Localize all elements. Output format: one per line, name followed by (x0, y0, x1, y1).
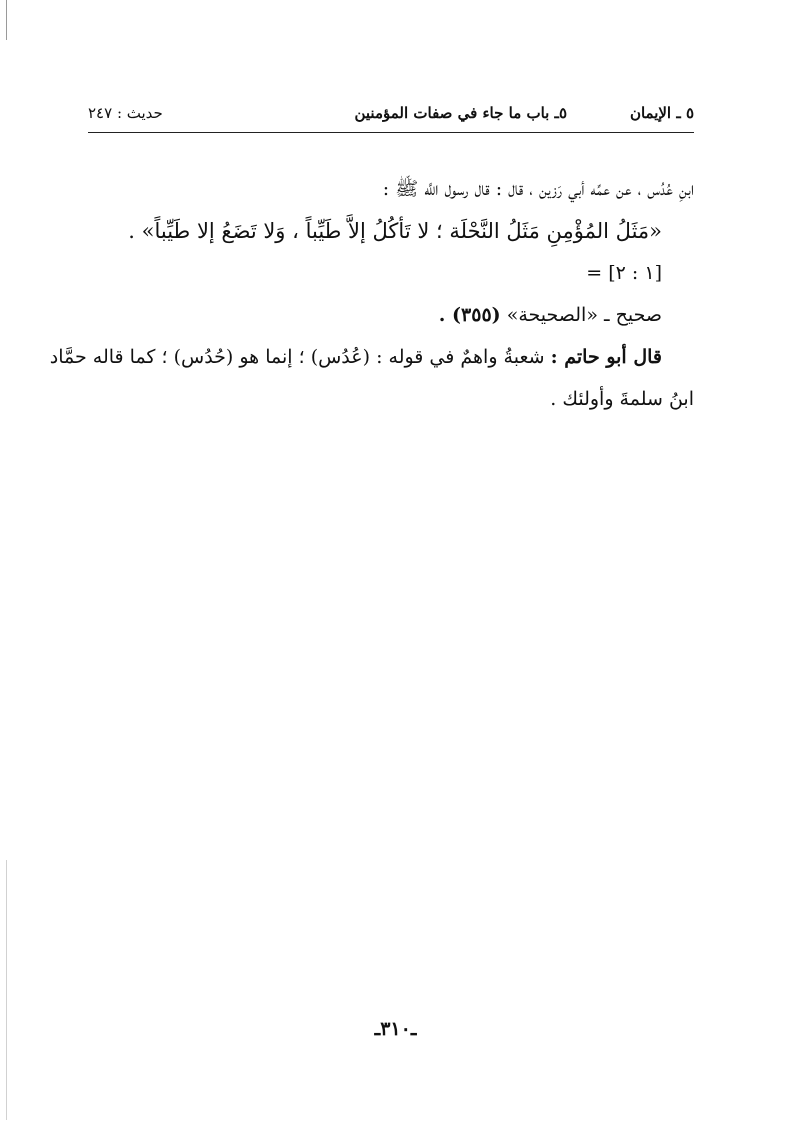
scan-edge-mark (6, 860, 7, 1120)
commentary-line (49, 336, 694, 378)
grade-label: صحيح ـ «الصحيحة» (506, 304, 662, 326)
chapter-title: ٥ ـ الإيمان (629, 104, 694, 122)
hadith-number: حديث : ٢٤٧ (88, 104, 163, 122)
grade-line (94, 294, 694, 336)
commentary-text: شعبةُ واهمٌ في قوله : (عُدُس) ؛ إنما هو (حُدُس) ؛ كما قاله حمَّاد (49, 346, 545, 368)
reference-text: = [١ : ٢] (586, 262, 662, 284)
running-header (88, 100, 694, 134)
header-divider (88, 132, 694, 133)
isnad-line: ابنِ عُدُس ، عن عمِّه أبي رَزين ، قال : قال رسول اللَّه ﷺ : (382, 178, 694, 200)
scan-edge-mark (6, 0, 7, 40)
commentary-continuation: ابنُ سلمةَ وأولئك . (550, 388, 694, 410)
reference-line (94, 252, 694, 294)
page-number: ـ٣١٠ـ (374, 1018, 417, 1040)
grade-reference: (٣٥٥) . (438, 304, 501, 326)
matn-line: «مَثَلُ المُؤْمِنِ مَثَلُ النَّحْلَة ؛ لا تَأكُلُ إلاَّ طَيِّباً ، وَلا تَضَعُ إلا طَيِّباً» . (128, 219, 662, 243)
commentary-speaker: قال أبو حاتم : (550, 346, 662, 368)
hadith-text (49, 168, 694, 420)
section-title: ٥ـ باب ما جاء في صفات المؤمنين (354, 104, 567, 122)
